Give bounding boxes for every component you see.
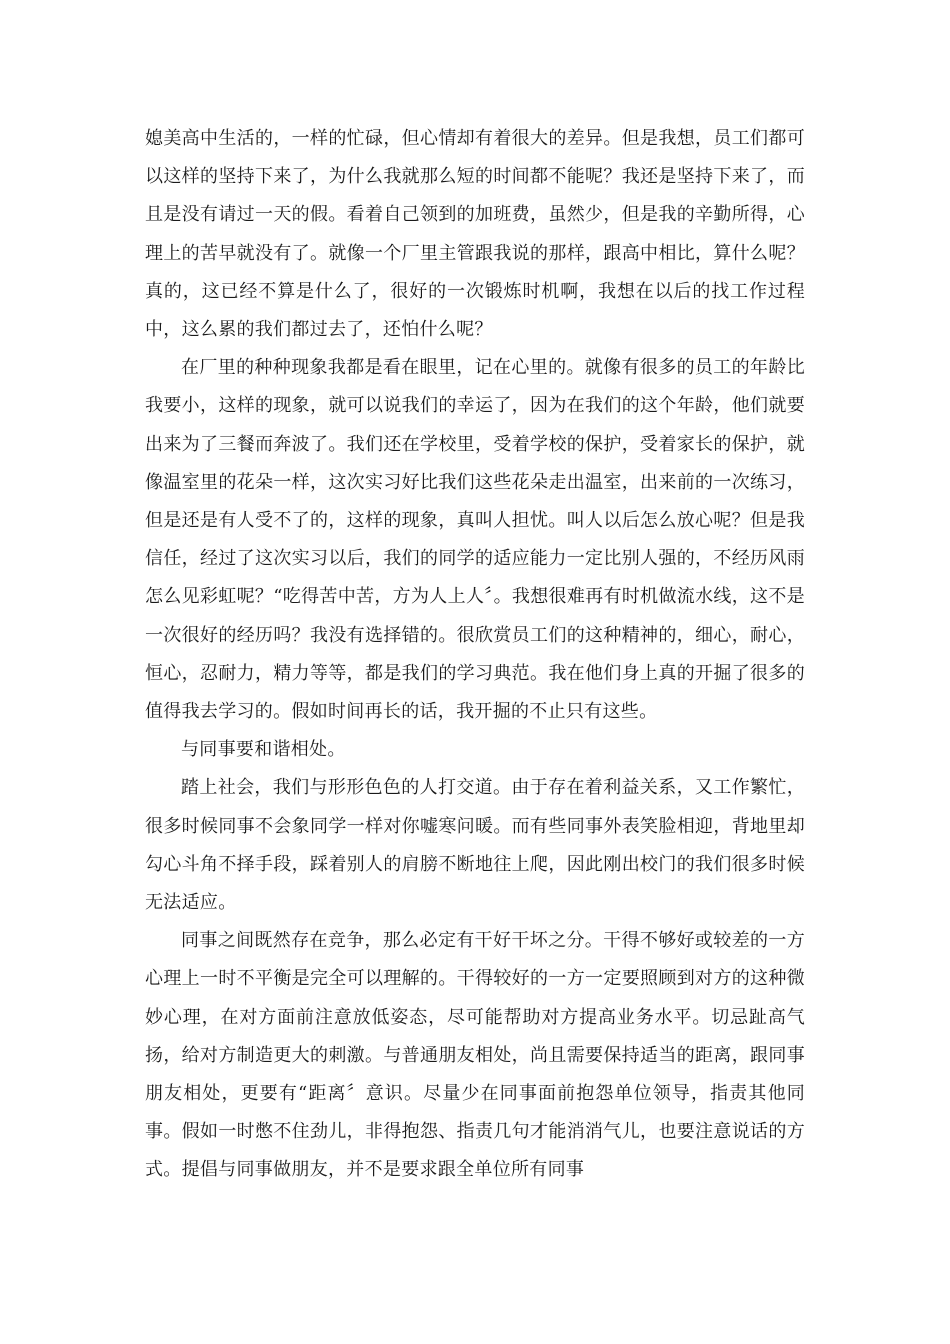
body-paragraph-2: 在厂里的种种现象我都是看在眼里，记在心里的。就像有很多的员工的年龄比我要小，这样的现象，就可以说我们的幸运了，因为在我们的这个年龄，他们就要出来为了三餐而奔波了。我们还在学校里，受着学校的保护，受着家长的保护，就像温室里的花朵一样，这次实习好比我们这些花朵走出温室，出来前的一次练习，但是还是有人受不了的，这样的现象，真叫人担忧。叫人以后怎么放心呢？但是我信任，经过了这次实习以后，我们的同学的适应能力一定比别人强的，不经历风雨怎么见彩虹呢？“吃得苦中苦，方为人上人〞。我想很难再有时机做流水线，这不是一次很好的经历吗？我没有选择错的。很欣赏员工们的这种精神的，细心，耐心，恒心，忍耐力，精力等等，都是我们的学习典范。我在他们身上真的开掘了很多的值得我去学习的。假如时间再长的话，我开掘的不止只有这些。 [145, 357, 805, 723]
document-page [145, 120, 805, 1190]
body-paragraph-4: 踏上社会，我们与形形色色的人打交道。由于存在着利益关系，又工作繁忙，很多时候同事不会象同学一样对你嘘寒问暖。而有些同事外表笑脸相迎，背地里却勾心斗角不择手段，踩着别人的肩膀不断地往上爬，因此刚出校门的我们很多时候无法适应。 [145, 777, 805, 914]
body-paragraph-5: 同事之间既然存在竞争，那么必定有干好干坏之分。干得不够好或较差的一方心理上一时不平衡是完全可以理解的。干得较好的一方一定要照顾到对方的这种微妙心理，在对方面前注意放低姿态，尽可能帮助对方提高业务水平。切忌趾高气扬，给对方制造更大的刺激。与普通朋友相处，尚且需要保持适当的距离，跟同事朋友相处，更要有“距离〞意识。尽量少在同事面前抱怨单位领导，指责其他同事。假如一时憋不住劲儿，非得抱怨、指责几句才能消消气儿，也要注意说话的方式。提倡与同事做朋友，并不是要求跟全单位所有同事 [145, 930, 805, 1181]
section-heading-paragraph: 与同事要和谐相处。 [181, 739, 346, 761]
body-paragraph-1: 媳美高中生活的，一样的忙碌，但心情却有着很大的差异。但是我想，员工们都可以这样的坚持下来了，为什么我就那么短的时间都不能呢？我还是坚持下来了，而且是没有请过一天的假。看着自己领到的加班费，虽然少，但是我的辛勤所得，心理上的苦早就没有了。就像一个厂里主管跟我说的那样，跟高中相比，算什么呢？真的，这已经不算是什么了，很好的一次锻炼时机啊，我想在以后的找工作过程中，这么累的我们都过去了，还怕什么呢？ [145, 128, 805, 341]
